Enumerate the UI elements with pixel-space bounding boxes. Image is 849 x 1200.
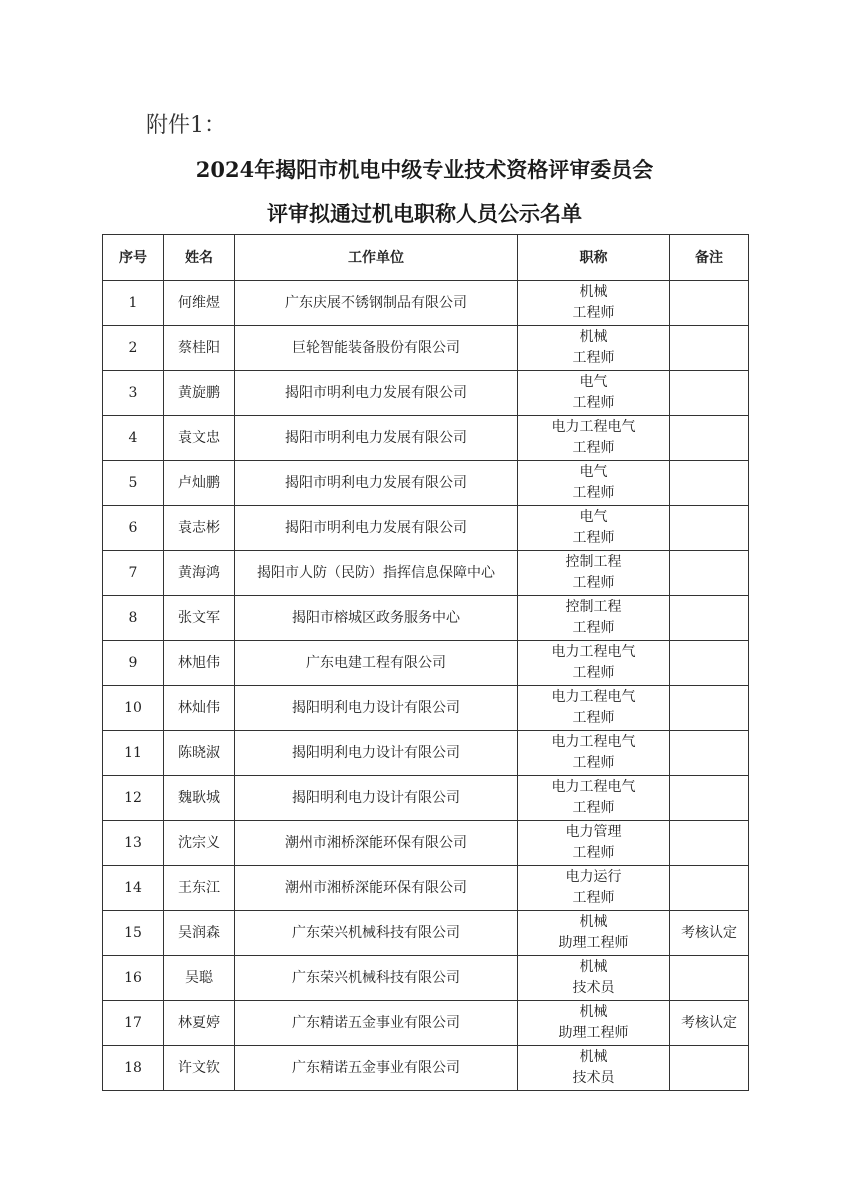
- cell-unit: 潮州市湘桥深能环保有限公司: [235, 821, 518, 866]
- title-level: 工程师: [572, 620, 615, 636]
- header-name: 姓名: [164, 235, 235, 281]
- cell-note: 考核认定: [670, 911, 749, 956]
- cell-no: 15: [103, 911, 164, 956]
- cell-no: 13: [103, 821, 164, 866]
- table-row: [103, 866, 749, 911]
- title-field: 电气: [579, 374, 608, 390]
- roster-table: [102, 234, 749, 1091]
- cell-title: [518, 776, 670, 821]
- cell-note: [670, 821, 749, 866]
- title-field: 电力工程电气: [551, 734, 636, 750]
- cell-title: [518, 461, 670, 506]
- title-level: 工程师: [572, 755, 615, 771]
- cell-unit: 揭阳市明利电力发展有限公司: [235, 416, 518, 461]
- title-field: 机械: [579, 329, 608, 345]
- cell-title: [518, 911, 670, 956]
- cell-note: [670, 281, 749, 326]
- cell-no: 18: [103, 1046, 164, 1091]
- cell-unit: 揭阳市人防（民防）指挥信息保障中心: [235, 551, 518, 596]
- table-row: [103, 731, 749, 776]
- cell-note: [670, 1046, 749, 1091]
- cell-name: 王东江: [164, 866, 235, 911]
- table-header-row: [103, 235, 749, 281]
- cell-unit: 揭阳市明利电力发展有限公司: [235, 371, 518, 416]
- cell-name: 蔡桂阳: [164, 326, 235, 371]
- title-level: 工程师: [572, 395, 615, 411]
- cell-unit: 广东庆展不锈钢制品有限公司: [235, 281, 518, 326]
- cell-no: 9: [103, 641, 164, 686]
- attachment-label: 附件1：: [146, 113, 226, 138]
- cell-note: [670, 596, 749, 641]
- title-field: 机械: [579, 284, 608, 300]
- cell-no: 7: [103, 551, 164, 596]
- cell-no: 16: [103, 956, 164, 1001]
- table-row: [103, 821, 749, 866]
- title-level: 技术员: [572, 1070, 615, 1086]
- table-row: [103, 281, 749, 326]
- cell-note: [670, 956, 749, 1001]
- cell-title: [518, 551, 670, 596]
- cell-unit: 巨轮智能装备股份有限公司: [235, 326, 518, 371]
- title-level: 助理工程师: [558, 1025, 629, 1041]
- title-level: 工程师: [572, 440, 615, 456]
- title-field: 机械: [579, 1049, 608, 1065]
- cell-no: 5: [103, 461, 164, 506]
- cell-name: 沈宗义: [164, 821, 235, 866]
- cell-title: [518, 506, 670, 551]
- cell-unit: 广东荣兴机械科技有限公司: [235, 911, 518, 956]
- title-field: 控制工程: [565, 554, 622, 570]
- cell-note: [670, 776, 749, 821]
- title-field: 电力工程电气: [551, 689, 636, 705]
- table-row: [103, 686, 749, 731]
- cell-no: 14: [103, 866, 164, 911]
- cell-unit: 广东精诺五金事业有限公司: [235, 1001, 518, 1046]
- cell-title: [518, 956, 670, 1001]
- title-level: 工程师: [572, 845, 615, 861]
- cell-name: 林旭伟: [164, 641, 235, 686]
- cell-note: [670, 731, 749, 776]
- cell-title: [518, 821, 670, 866]
- cell-name: 许文钦: [164, 1046, 235, 1091]
- title-level: 技术员: [572, 980, 615, 996]
- table-row: [103, 911, 749, 956]
- cell-title: [518, 641, 670, 686]
- table-row: [103, 416, 749, 461]
- cell-no: 1: [103, 281, 164, 326]
- header-no: 序号: [103, 235, 164, 281]
- title-level: 工程师: [572, 350, 615, 366]
- cell-no: 11: [103, 731, 164, 776]
- cell-note: [670, 641, 749, 686]
- document-title: 2024年揭阳市机电中级专业技术资格评审委员会: [195, 157, 654, 182]
- table-row: [103, 461, 749, 506]
- title-level: 工程师: [572, 485, 615, 501]
- title-field: 机械: [579, 1004, 608, 1020]
- table-row: [103, 956, 749, 1001]
- cell-title: [518, 326, 670, 371]
- title-level: 工程师: [572, 890, 615, 906]
- table-row: [103, 371, 749, 416]
- cell-title: [518, 596, 670, 641]
- cell-title: [518, 686, 670, 731]
- cell-no: 12: [103, 776, 164, 821]
- cell-unit: 揭阳市明利电力发展有限公司: [235, 506, 518, 551]
- title-field: 控制工程: [565, 599, 622, 615]
- cell-title: [518, 1046, 670, 1091]
- table-row: [103, 1001, 749, 1046]
- title-level: 工程师: [572, 665, 615, 681]
- cell-title: [518, 371, 670, 416]
- title-field: 电力工程电气: [551, 779, 636, 795]
- cell-no: 2: [103, 326, 164, 371]
- title-level: 工程师: [572, 305, 615, 321]
- table-row: [103, 776, 749, 821]
- cell-no: 3: [103, 371, 164, 416]
- title-level: 助理工程师: [558, 935, 629, 951]
- cell-name: 袁文忠: [164, 416, 235, 461]
- cell-no: 8: [103, 596, 164, 641]
- header-note: 备注: [670, 235, 749, 281]
- cell-title: [518, 731, 670, 776]
- title-field: 电气: [579, 464, 608, 480]
- cell-note: [670, 686, 749, 731]
- title-level: 工程师: [572, 575, 615, 591]
- cell-name: 张文军: [164, 596, 235, 641]
- table-body: [103, 281, 749, 1091]
- cell-note: [670, 326, 749, 371]
- title-level: 工程师: [572, 530, 615, 546]
- cell-no: 6: [103, 506, 164, 551]
- cell-name: 何维煜: [164, 281, 235, 326]
- cell-name: 吴润森: [164, 911, 235, 956]
- table-row: [103, 506, 749, 551]
- title-field: 电力管理: [565, 824, 622, 840]
- cell-title: [518, 416, 670, 461]
- cell-note: [670, 866, 749, 911]
- title-level: 工程师: [572, 800, 615, 816]
- cell-title: [518, 1001, 670, 1046]
- cell-name: 林灿伟: [164, 686, 235, 731]
- title-field: 机械: [579, 914, 608, 930]
- cell-unit: 广东精诺五金事业有限公司: [235, 1046, 518, 1091]
- cell-no: 4: [103, 416, 164, 461]
- cell-note: [670, 551, 749, 596]
- title-level: 工程师: [572, 710, 615, 726]
- cell-name: 林夏婷: [164, 1001, 235, 1046]
- cell-name: 吴聪: [164, 956, 235, 1001]
- cell-unit: 广东荣兴机械科技有限公司: [235, 956, 518, 1001]
- cell-unit: 广东电建工程有限公司: [235, 641, 518, 686]
- cell-unit: 潮州市湘桥深能环保有限公司: [235, 866, 518, 911]
- cell-note: [670, 371, 749, 416]
- cell-note: [670, 416, 749, 461]
- cell-unit: 揭阳明利电力设计有限公司: [235, 731, 518, 776]
- cell-unit: 揭阳市明利电力发展有限公司: [235, 461, 518, 506]
- cell-title: [518, 866, 670, 911]
- cell-name: 黄旋鹏: [164, 371, 235, 416]
- table-row: [103, 551, 749, 596]
- cell-note: [670, 506, 749, 551]
- cell-note: [670, 461, 749, 506]
- table-row: [103, 596, 749, 641]
- cell-name: 魏耿城: [164, 776, 235, 821]
- header-title: 职称: [518, 235, 670, 281]
- cell-name: 卢灿鹏: [164, 461, 235, 506]
- table-row: [103, 1046, 749, 1091]
- table-row: [103, 641, 749, 686]
- title-field: 电力运行: [565, 869, 622, 885]
- title-field: 机械: [579, 959, 608, 975]
- cell-no: 17: [103, 1001, 164, 1046]
- cell-no: 10: [103, 686, 164, 731]
- title-field: 电气: [579, 509, 608, 525]
- header-unit: 工作单位: [235, 235, 518, 281]
- cell-unit: 揭阳明利电力设计有限公司: [235, 776, 518, 821]
- title-field: 电力工程电气: [551, 644, 636, 660]
- cell-name: 袁志彬: [164, 506, 235, 551]
- cell-title: [518, 281, 670, 326]
- cell-name: 黄海鸿: [164, 551, 235, 596]
- document-subtitle: 评审拟通过机电职称人员公示名单: [267, 201, 582, 226]
- cell-name: 陈晓淑: [164, 731, 235, 776]
- table-row: [103, 326, 749, 371]
- cell-unit: 揭阳明利电力设计有限公司: [235, 686, 518, 731]
- title-field: 电力工程电气: [551, 419, 636, 435]
- cell-unit: 揭阳市榕城区政务服务中心: [235, 596, 518, 641]
- cell-note: 考核认定: [670, 1001, 749, 1046]
